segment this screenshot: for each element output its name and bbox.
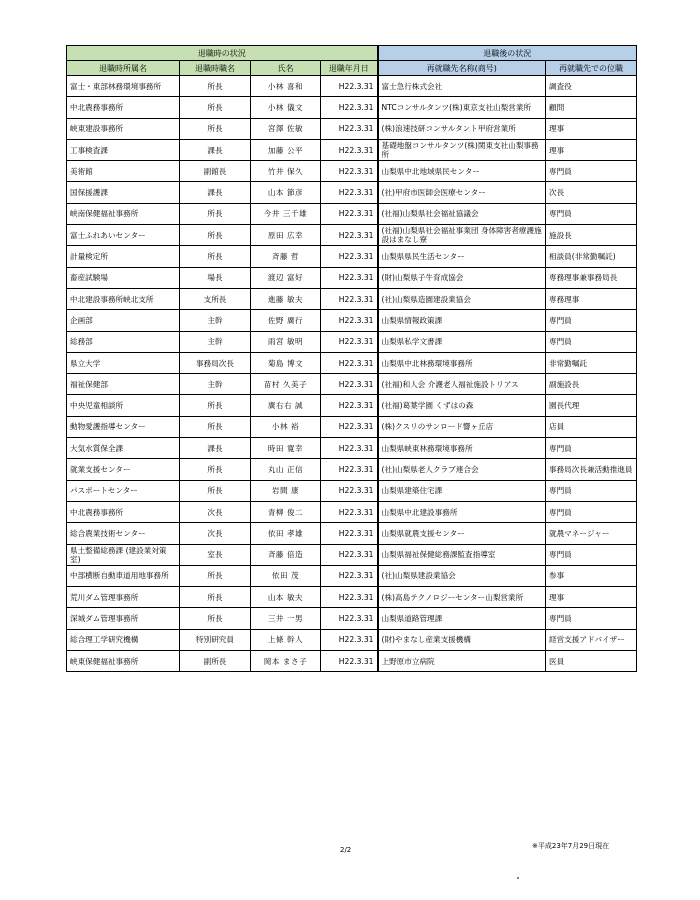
cell-position: 次長 — [180, 523, 251, 544]
cell-new-employer: 山梨県中北建設事務所 — [378, 501, 546, 522]
cell-new-role: 専門員 — [546, 203, 637, 224]
cell-department: 峡東建設事務所 — [67, 118, 180, 139]
table-row — [67, 459, 637, 480]
table-row — [67, 97, 637, 118]
cell-name: 依田 孝雄 — [251, 523, 321, 544]
table-row — [67, 501, 637, 522]
cell-new-role: 専門員 — [546, 480, 637, 501]
table-row — [67, 310, 637, 331]
cell-retire-date: H22.3.31 — [321, 182, 378, 203]
cell-name: 山本 敏夫 — [251, 587, 321, 608]
cell-department: 美術館 — [67, 161, 180, 182]
reemployment-table — [66, 45, 637, 672]
cell-department: 総合理工学研究機構 — [67, 629, 180, 650]
cell-name: 廣右右 誠 — [251, 395, 321, 416]
cell-department: 中部横断自動車道用地事務所 — [67, 565, 180, 586]
cell-position: 所長 — [180, 118, 251, 139]
cell-retire-date: H22.3.31 — [321, 587, 378, 608]
cell-name: 宮澤 佐敏 — [251, 118, 321, 139]
cell-retire-date: H22.3.31 — [321, 651, 378, 672]
cell-retire-date: H22.3.31 — [321, 203, 378, 224]
cell-department: 動物愛護指導センター — [67, 416, 180, 437]
cell-position: 課長 — [180, 182, 251, 203]
table-row — [67, 288, 637, 309]
table-row — [67, 352, 637, 373]
cell-new-employer: 山梨県中北地域県民センター — [378, 161, 546, 182]
table-row — [67, 139, 637, 160]
table-row — [67, 608, 637, 629]
cell-new-employer: 山梨県中北林務環境事務所 — [378, 352, 546, 373]
cell-position: 所長 — [180, 246, 251, 267]
group-header-after: 退職後の状況 — [378, 46, 637, 61]
cell-retire-date: H22.3.31 — [321, 416, 378, 437]
cell-position: 所長 — [180, 565, 251, 586]
cell-new-employer: 山梨県就農支援センター — [378, 523, 546, 544]
cell-new-employer: 山梨県県民生活センター — [378, 246, 546, 267]
cell-new-employer: (社福)和人会 介護老人福祉施設トリアス — [378, 374, 546, 395]
cell-new-role: 店員 — [546, 416, 637, 437]
column-header: 退職時職名 — [180, 61, 251, 76]
cell-position: 次長 — [180, 501, 251, 522]
cell-retire-date: H22.3.31 — [321, 267, 378, 288]
cell-retire-date: H22.3.31 — [321, 608, 378, 629]
cell-retire-date: H22.3.31 — [321, 544, 378, 565]
cell-department: 中北農務事務所 — [67, 97, 180, 118]
cell-new-role: 専門員 — [546, 331, 637, 352]
cell-new-role: 顧問 — [546, 97, 637, 118]
cell-retire-date: H22.3.31 — [321, 76, 378, 97]
cell-name: 雨宮 敏明 — [251, 331, 321, 352]
cell-department: 中北建設事務所峡北支所 — [67, 288, 180, 309]
cell-retire-date: H22.3.31 — [321, 523, 378, 544]
table-row — [67, 565, 637, 586]
cell-department: 総合農業技術センター — [67, 523, 180, 544]
cell-new-role: 参事 — [546, 565, 637, 586]
table-row — [67, 182, 637, 203]
page-number: 2/2 — [340, 846, 352, 854]
table-row — [67, 374, 637, 395]
cell-department: 企画部 — [67, 310, 180, 331]
table-row — [67, 544, 637, 565]
cell-new-employer: 基礎地盤コンサルタンツ(株)関東支社山梨事務所 — [378, 139, 546, 160]
cell-new-employer: 山梨県情報政策課 — [378, 310, 546, 331]
cell-new-role: 理事 — [546, 118, 637, 139]
cell-name: 小林 喜和 — [251, 76, 321, 97]
cell-name: 苗村 久美子 — [251, 374, 321, 395]
cell-position: 課長 — [180, 438, 251, 459]
cell-new-employer: NTCコンサルタンツ(株)東京支社山梨営業所 — [378, 97, 546, 118]
cell-new-employer: (株)浪速技研コンサルタント甲府営業所 — [378, 118, 546, 139]
cell-new-employer: (社福)山梨県社会福祉協議会 — [378, 203, 546, 224]
cell-retire-date: H22.3.31 — [321, 459, 378, 480]
cell-new-employer: 山梨県峡東林務環境事務所 — [378, 438, 546, 459]
cell-position: 主幹 — [180, 374, 251, 395]
cell-name: 斉藤 哲 — [251, 246, 321, 267]
cell-new-employer: (社)山梨県造園建設業協会 — [378, 288, 546, 309]
table-row — [67, 267, 637, 288]
cell-department: 県立大学 — [67, 352, 180, 373]
cell-position: 主幹 — [180, 310, 251, 331]
cell-department: 県土整備総務課 (建設業対策室) — [67, 544, 180, 565]
cell-department: 就業支援センター — [67, 459, 180, 480]
table-row — [67, 118, 637, 139]
column-header: 退職時所属名 — [67, 61, 180, 76]
cell-retire-date: H22.3.31 — [321, 565, 378, 586]
column-header: 再就職先名称(商号) — [378, 61, 546, 76]
cell-department: 計量検定所 — [67, 246, 180, 267]
cell-retire-date: H22.3.31 — [321, 118, 378, 139]
cell-new-role: 医員 — [546, 651, 637, 672]
cell-new-role: 事務局次長兼活動推進員 — [546, 459, 637, 480]
cell-new-role: 専門員 — [546, 544, 637, 565]
cell-new-role: 次長 — [546, 182, 637, 203]
cell-retire-date: H22.3.31 — [321, 310, 378, 331]
cell-new-employer: (株)高島テクノロジーセンター山梨営業所 — [378, 587, 546, 608]
group-header-row — [67, 46, 637, 61]
cell-retire-date: H22.3.31 — [321, 374, 378, 395]
cell-position: 所長 — [180, 587, 251, 608]
cell-name: 加藤 公平 — [251, 139, 321, 160]
cell-new-role: 理事 — [546, 139, 637, 160]
table-row — [67, 651, 637, 672]
cell-retire-date: H22.3.31 — [321, 139, 378, 160]
cell-position: 主幹 — [180, 331, 251, 352]
table-row — [67, 161, 637, 182]
cell-position: 特別研究員 — [180, 629, 251, 650]
cell-position: 所長 — [180, 480, 251, 501]
cell-retire-date: H22.3.31 — [321, 438, 378, 459]
cell-position: 所長 — [180, 76, 251, 97]
cell-department: 中央児童相談所 — [67, 395, 180, 416]
cell-retire-date: H22.3.31 — [321, 395, 378, 416]
table-body — [67, 76, 637, 672]
cell-name: 今井 三千雄 — [251, 203, 321, 224]
cell-name: 斉藤 倍造 — [251, 544, 321, 565]
cell-department: 中北農務事務所 — [67, 501, 180, 522]
cell-position: 場長 — [180, 267, 251, 288]
cell-retire-date: H22.3.31 — [321, 352, 378, 373]
table-row — [67, 438, 637, 459]
cell-department: 富士・東部林務環境事務所 — [67, 76, 180, 97]
cell-name: 竹井 保久 — [251, 161, 321, 182]
cell-name: 原田 広幸 — [251, 225, 321, 246]
cell-name: 青柳 俊二 — [251, 501, 321, 522]
table-row — [67, 331, 637, 352]
cell-name: 小林 裕 — [251, 416, 321, 437]
table-row — [67, 246, 637, 267]
cell-retire-date: H22.3.31 — [321, 246, 378, 267]
cell-retire-date: H22.3.31 — [321, 629, 378, 650]
cell-department: 荒川ダム管理事務所 — [67, 587, 180, 608]
cell-new-role: 園長代理 — [546, 395, 637, 416]
cell-position: 室長 — [180, 544, 251, 565]
cell-new-role: 専門員 — [546, 501, 637, 522]
cell-department: 畜産試験場 — [67, 267, 180, 288]
cell-new-role: 専門員 — [546, 438, 637, 459]
cell-department: 工事検査課 — [67, 139, 180, 160]
cell-name: 岩間 康 — [251, 480, 321, 501]
cell-new-employer: (社)甲府市医師会医療センター — [378, 182, 546, 203]
group-header-before: 退職時の状況 — [67, 46, 378, 61]
cell-new-role: 専門員 — [546, 310, 637, 331]
cell-name: 山本 節彦 — [251, 182, 321, 203]
as-of-note: ※平成23年7月29日現在 — [532, 842, 610, 850]
table-row — [67, 629, 637, 650]
cell-new-role: 専務理事兼事務局長 — [546, 267, 637, 288]
cell-department: 富士ふれあいセンター — [67, 225, 180, 246]
cell-name: 依田 茂 — [251, 565, 321, 586]
cell-name: 進藤 敏夫 — [251, 288, 321, 309]
cell-new-employer: (財)山梨県子牛育成協会 — [378, 267, 546, 288]
cell-department: 国保援護課 — [67, 182, 180, 203]
cell-department: 峡南保健福祉事務所 — [67, 203, 180, 224]
cell-new-role: 専門員 — [546, 161, 637, 182]
cell-name: 小林 儀文 — [251, 97, 321, 118]
cell-new-employer: 山梨県建築住宅課 — [378, 480, 546, 501]
cell-new-role: 専門員 — [546, 608, 637, 629]
cell-new-employer: (社)山梨県老人クラブ連合会 — [378, 459, 546, 480]
cell-retire-date: H22.3.31 — [321, 161, 378, 182]
cell-position: 支所長 — [180, 288, 251, 309]
cell-department: 福祉保健部 — [67, 374, 180, 395]
cell-position: 所長 — [180, 459, 251, 480]
cell-new-employer: (社福)山梨県社会福祉事業団 身体障害者療護施設はまなし寮 — [378, 225, 546, 246]
cell-new-employer: 山梨県道路管理課 — [378, 608, 546, 629]
cell-department: 峡東保健福祉事務所 — [67, 651, 180, 672]
cell-position: 所長 — [180, 608, 251, 629]
cell-position: 所長 — [180, 395, 251, 416]
cell-new-role: 副施設長 — [546, 374, 637, 395]
cell-new-role: 施設長 — [546, 225, 637, 246]
column-header: 再就職先での位職 — [546, 61, 637, 76]
table-row — [67, 76, 637, 97]
table-row — [67, 203, 637, 224]
cell-new-employer: (社福)葛葉学園 くずはの森 — [378, 395, 546, 416]
cell-position: 課長 — [180, 139, 251, 160]
cell-department: 深城ダム管理事務所 — [67, 608, 180, 629]
cell-position: 所長 — [180, 225, 251, 246]
cell-department: 総務部 — [67, 331, 180, 352]
column-header: 氏名 — [251, 61, 321, 76]
cell-new-role: 経営支援アドバイザー — [546, 629, 637, 650]
cell-retire-date: H22.3.31 — [321, 331, 378, 352]
cell-position: 副所長 — [180, 651, 251, 672]
cell-position: 所長 — [180, 416, 251, 437]
cell-name: 三井 一男 — [251, 608, 321, 629]
table-row — [67, 480, 637, 501]
cell-new-employer: 山梨県私学文書課 — [378, 331, 546, 352]
cell-new-role: 専務理事 — [546, 288, 637, 309]
cell-department: 大気水質保全課 — [67, 438, 180, 459]
table-row — [67, 395, 637, 416]
cell-new-employer: 上野原市立病院 — [378, 651, 546, 672]
column-header: 退職年月日 — [321, 61, 378, 76]
cell-new-role: 相談員(非常勤嘱託) — [546, 246, 637, 267]
cell-position: 所長 — [180, 97, 251, 118]
cell-new-employer: 山梨県福祉保健総務課監査指導室 — [378, 544, 546, 565]
cell-new-employer: (社)山梨県建設業協会 — [378, 565, 546, 586]
cell-retire-date: H22.3.31 — [321, 288, 378, 309]
cell-name: 丸山 正信 — [251, 459, 321, 480]
cell-retire-date: H22.3.31 — [321, 225, 378, 246]
cell-new-employer: (株)クスリのサンロード響ヶ丘店 — [378, 416, 546, 437]
cell-new-employer: (財)やまなし産業支援機構 — [378, 629, 546, 650]
column-header-row — [67, 61, 637, 76]
table-row — [67, 587, 637, 608]
cell-new-employer: 富士急行株式会社 — [378, 76, 546, 97]
table-row — [67, 416, 637, 437]
cell-retire-date: H22.3.31 — [321, 501, 378, 522]
cell-department: パスポートセンター — [67, 480, 180, 501]
cell-new-role: 理事 — [546, 587, 637, 608]
table-row — [67, 225, 637, 246]
cell-new-role: 就農マネージャー — [546, 523, 637, 544]
cell-name: 岡本 まさ子 — [251, 651, 321, 672]
cell-position: 所長 — [180, 203, 251, 224]
cell-name: 菊島 博文 — [251, 352, 321, 373]
cell-position: 副館長 — [180, 161, 251, 182]
cell-new-role: 調査役 — [546, 76, 637, 97]
cell-retire-date: H22.3.31 — [321, 480, 378, 501]
table-row — [67, 523, 637, 544]
cell-name: 佐野 廣行 — [251, 310, 321, 331]
cell-position: 事務局次長 — [180, 352, 251, 373]
cell-new-role: 非常勤嘱託 — [546, 352, 637, 373]
cell-name: 上條 幹人 — [251, 629, 321, 650]
cell-retire-date: H22.3.31 — [321, 97, 378, 118]
cell-name: 渡辺 富好 — [251, 267, 321, 288]
scan-speck — [517, 877, 519, 879]
cell-name: 時田 寛幸 — [251, 438, 321, 459]
